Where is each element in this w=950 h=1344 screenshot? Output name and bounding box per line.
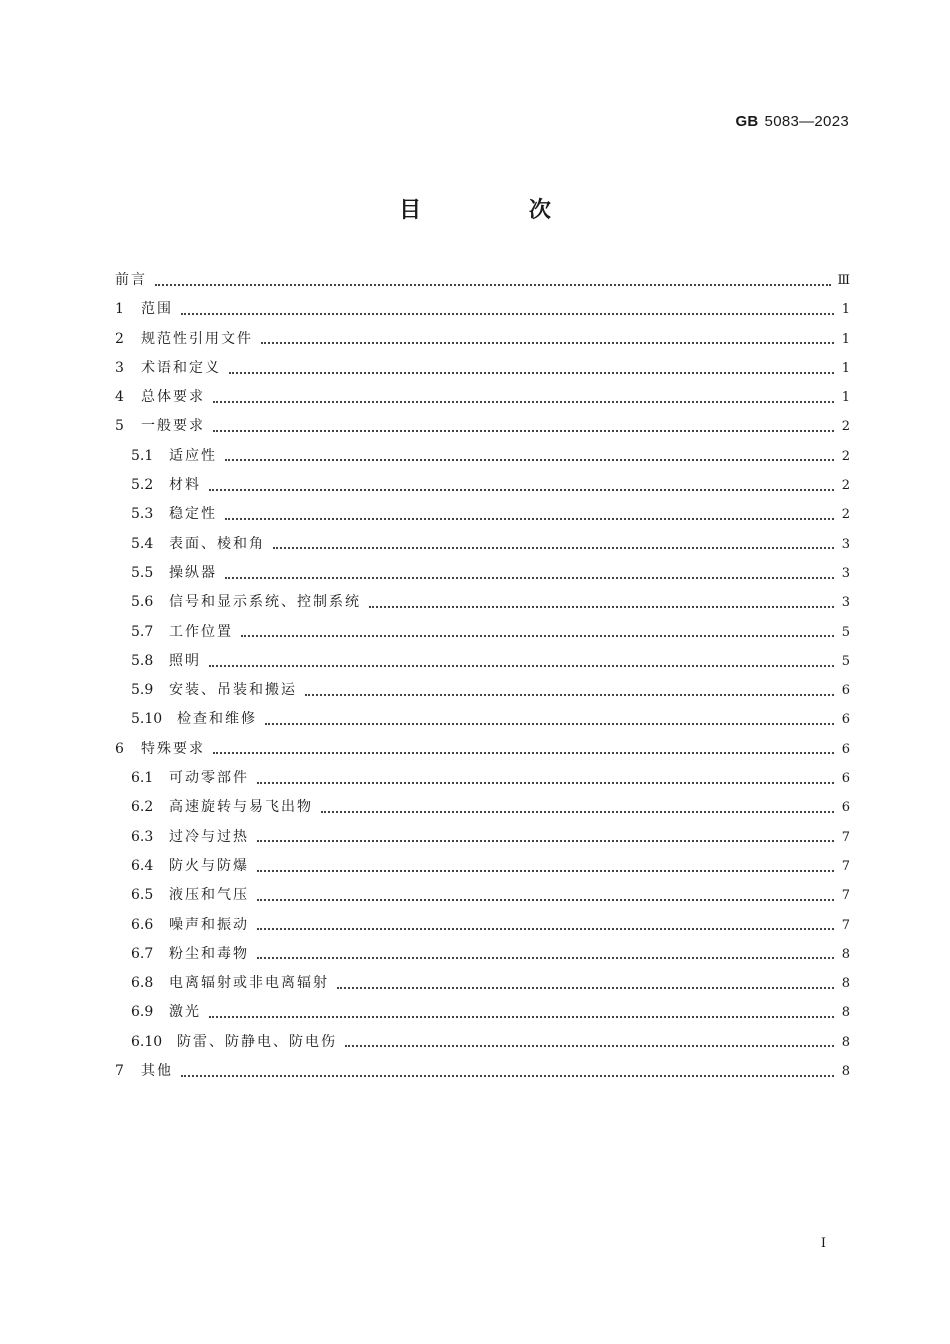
dot-leader bbox=[225, 577, 834, 579]
dot-leader bbox=[257, 840, 834, 842]
dot-leader bbox=[155, 284, 831, 286]
toc-entry-page: 5 bbox=[841, 653, 850, 669]
toc-entry-number: 6.6 bbox=[131, 916, 154, 933]
toc-entry[interactable] bbox=[115, 884, 850, 913]
toc-entry-number: 4 bbox=[115, 389, 124, 406]
toc-entry-label: 范围 bbox=[141, 301, 173, 318]
dot-leader bbox=[321, 811, 834, 813]
dot-leader bbox=[225, 459, 834, 461]
toc-entry-label: 适应性 bbox=[169, 447, 217, 464]
page-title: 目 次 bbox=[399, 198, 601, 223]
toc-entry[interactable] bbox=[115, 533, 850, 562]
toc-entry[interactable] bbox=[115, 445, 850, 474]
dot-leader bbox=[229, 372, 834, 374]
dot-leader bbox=[241, 635, 834, 637]
toc-entry-number: 6 bbox=[115, 740, 124, 757]
dot-leader bbox=[261, 342, 834, 344]
dot-leader bbox=[257, 899, 834, 901]
dot-leader bbox=[337, 987, 834, 989]
toc-entry-label: 其他 bbox=[141, 1063, 173, 1080]
toc-entry-page: 1 bbox=[841, 302, 850, 318]
toc-entry-page: 7 bbox=[841, 888, 850, 904]
toc-entry[interactable] bbox=[115, 738, 850, 767]
toc-entry-label: 信号和显示系统、控制系统 bbox=[169, 594, 361, 611]
toc-entry[interactable] bbox=[115, 943, 850, 972]
standard-code bbox=[735, 113, 849, 130]
toc-entry-label: 前言 bbox=[115, 272, 147, 288]
toc-entry-number: 5.10 bbox=[131, 711, 163, 728]
toc-entry[interactable] bbox=[115, 591, 850, 620]
dot-leader bbox=[265, 723, 834, 725]
toc-entry[interactable] bbox=[115, 474, 850, 503]
toc-entry-number: 5.2 bbox=[131, 477, 154, 494]
toc-entry-page: 6 bbox=[841, 683, 850, 699]
toc-entry-page: 1 bbox=[841, 390, 850, 406]
toc-entry-page: 2 bbox=[841, 448, 850, 464]
toc-entry-page: 6 bbox=[841, 800, 850, 816]
toc-entry[interactable] bbox=[115, 914, 850, 943]
toc-entry[interactable] bbox=[115, 269, 850, 298]
toc-entry-page: 5 bbox=[841, 624, 850, 640]
toc-entry-label: 术语和定义 bbox=[141, 359, 221, 376]
toc-entry-label: 激光 bbox=[169, 1004, 201, 1021]
toc-entry-number: 3 bbox=[115, 359, 124, 376]
toc-entry-label: 工作位置 bbox=[169, 623, 233, 640]
toc-entry-page: 7 bbox=[841, 829, 850, 845]
dot-leader bbox=[369, 606, 834, 608]
toc-entry-number: 6.4 bbox=[131, 857, 154, 874]
toc-entry-page: 8 bbox=[841, 1064, 850, 1080]
dot-leader bbox=[273, 547, 834, 549]
page-folio: I bbox=[820, 1236, 826, 1251]
toc-entry-page: 8 bbox=[841, 976, 850, 992]
toc-entry-page: 3 bbox=[841, 595, 850, 611]
toc-entry[interactable] bbox=[115, 503, 850, 532]
toc-entry-label: 噪声和振动 bbox=[169, 916, 249, 933]
toc-entry-label: 操纵器 bbox=[169, 564, 217, 581]
toc-entry[interactable] bbox=[115, 298, 850, 327]
toc-entry-number: 6.8 bbox=[131, 975, 154, 992]
toc-entry-label: 一般要求 bbox=[141, 418, 205, 435]
toc-entry-label: 防雷、防静电、防电伤 bbox=[177, 1033, 337, 1050]
toc-entry-number: 5.7 bbox=[131, 623, 154, 640]
toc-entry-page: 6 bbox=[841, 741, 850, 757]
standard-prefix: GB bbox=[735, 113, 759, 130]
toc-entry-label: 检查和维修 bbox=[177, 711, 257, 728]
toc-entry-number: 6.7 bbox=[131, 945, 154, 962]
toc-entry[interactable] bbox=[115, 328, 850, 357]
toc-entry-number: 5.4 bbox=[131, 535, 154, 552]
dot-leader bbox=[213, 401, 834, 403]
toc-entry-page: 3 bbox=[841, 565, 850, 581]
toc-entry-page: 1 bbox=[841, 331, 850, 347]
toc-entry-label: 过冷与过热 bbox=[169, 828, 249, 845]
toc-entry-label: 稳定性 bbox=[169, 506, 217, 523]
dot-leader bbox=[209, 1016, 834, 1018]
table-of-contents bbox=[115, 269, 850, 1089]
toc-entry-page: Ⅲ bbox=[837, 273, 850, 288]
toc-entry-number: 5.8 bbox=[131, 652, 154, 669]
toc-entry[interactable] bbox=[115, 621, 850, 650]
toc-entry-page: 6 bbox=[841, 771, 850, 787]
toc-entry[interactable] bbox=[115, 415, 850, 444]
toc-entry-label: 总体要求 bbox=[141, 389, 205, 406]
toc-entry-label: 可动零部件 bbox=[169, 770, 249, 787]
toc-entry-label: 规范性引用文件 bbox=[141, 330, 253, 347]
toc-entry-page: 7 bbox=[841, 917, 850, 933]
toc-entry-label: 材料 bbox=[169, 477, 201, 494]
toc-entry-number: 6.1 bbox=[131, 770, 154, 787]
toc-entry-number: 6.5 bbox=[131, 887, 154, 904]
dot-leader bbox=[257, 870, 834, 872]
toc-entry-label: 高速旋转与易飞出物 bbox=[169, 799, 313, 816]
toc-entry-page: 2 bbox=[841, 478, 850, 494]
toc-entry-number: 5.3 bbox=[131, 506, 154, 523]
toc-entry-page: 7 bbox=[841, 858, 850, 874]
toc-entry-page: 2 bbox=[841, 419, 850, 435]
toc-entry-label: 安装、吊装和搬运 bbox=[169, 682, 297, 699]
toc-entry[interactable] bbox=[115, 562, 850, 591]
toc-entry-page: 6 bbox=[841, 712, 850, 728]
toc-entry[interactable] bbox=[115, 855, 850, 884]
toc-entry-label: 照明 bbox=[169, 652, 201, 669]
toc-entry-number: 6.9 bbox=[131, 1004, 154, 1021]
dot-leader bbox=[257, 782, 834, 784]
toc-entry-label: 液压和气压 bbox=[169, 887, 249, 904]
dot-leader bbox=[181, 1075, 834, 1077]
toc-entry-page: 2 bbox=[841, 507, 850, 523]
toc-entry-number: 5.1 bbox=[131, 447, 154, 464]
dot-leader bbox=[305, 694, 834, 696]
toc-entry-number: 5.9 bbox=[131, 682, 154, 699]
toc-entry[interactable] bbox=[115, 767, 850, 796]
dot-leader bbox=[257, 957, 834, 959]
toc-entry-number: 5.5 bbox=[131, 564, 154, 581]
toc-entry-label: 防火与防爆 bbox=[169, 857, 249, 874]
toc-entry[interactable] bbox=[115, 796, 850, 825]
toc-entry-page: 8 bbox=[841, 1034, 850, 1050]
toc-entry-number: 6.10 bbox=[131, 1033, 163, 1050]
dot-leader bbox=[213, 752, 834, 754]
standard-number: 5083—2023 bbox=[764, 113, 849, 130]
toc-entry-number: 5.6 bbox=[131, 594, 154, 611]
dot-leader bbox=[213, 430, 834, 432]
toc-entry[interactable] bbox=[115, 1060, 850, 1089]
toc-entry-label: 表面、棱和角 bbox=[169, 535, 265, 552]
toc-entry[interactable] bbox=[115, 708, 850, 737]
dot-leader bbox=[225, 518, 834, 520]
dot-leader bbox=[345, 1045, 834, 1047]
toc-entry-label: 特殊要求 bbox=[141, 740, 205, 757]
toc-entry[interactable] bbox=[115, 650, 850, 679]
toc-entry-number: 6.2 bbox=[131, 799, 154, 816]
dot-leader bbox=[257, 928, 834, 930]
toc-entry[interactable] bbox=[115, 972, 850, 1001]
dot-leader bbox=[209, 489, 834, 491]
toc-entry-number: 2 bbox=[115, 330, 124, 347]
toc-entry-number: 6.3 bbox=[131, 828, 154, 845]
toc-entry-label: 粉尘和毒物 bbox=[169, 945, 249, 962]
toc-entry-page: 3 bbox=[841, 536, 850, 552]
toc-entry[interactable] bbox=[115, 1001, 850, 1030]
toc-entry-page: 1 bbox=[841, 360, 850, 376]
dot-leader bbox=[209, 665, 834, 667]
toc-entry[interactable] bbox=[115, 826, 850, 855]
toc-entry-number: 7 bbox=[115, 1063, 124, 1080]
toc-entry-number: 1 bbox=[115, 301, 124, 318]
toc-entry[interactable] bbox=[115, 357, 850, 386]
toc-entry[interactable] bbox=[115, 679, 850, 708]
toc-entry-page: 8 bbox=[841, 1005, 850, 1021]
toc-entry[interactable] bbox=[115, 1031, 850, 1060]
toc-entry[interactable] bbox=[115, 386, 850, 415]
dot-leader bbox=[181, 313, 834, 315]
toc-entry-number: 5 bbox=[115, 418, 124, 435]
toc-entry-page: 8 bbox=[841, 946, 850, 962]
toc-entry-label: 电离辐射或非电离辐射 bbox=[169, 975, 329, 992]
